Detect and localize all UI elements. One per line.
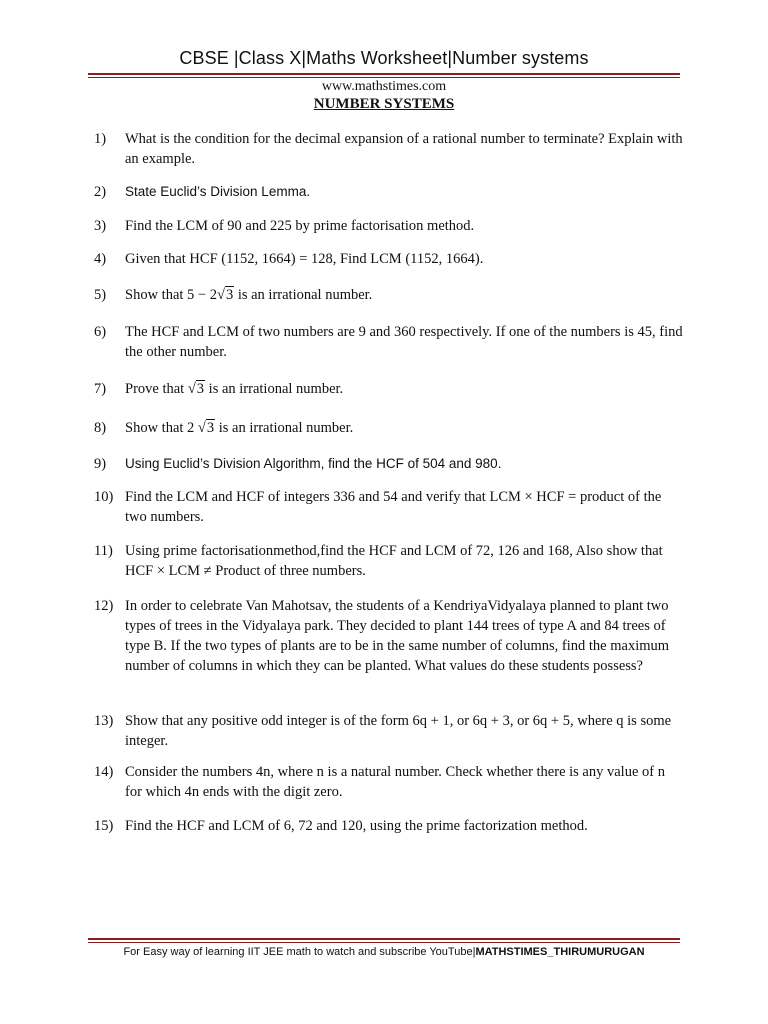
question-3 xyxy=(94,216,684,236)
section-title: NUMBER SYSTEMS xyxy=(313,96,455,112)
question-number: 11) xyxy=(94,543,113,559)
question-11 xyxy=(94,541,684,581)
question-number: 12) xyxy=(94,598,114,614)
question-15 xyxy=(94,816,684,836)
header-rule-thin xyxy=(88,77,680,78)
question-text-post: is an irrational number. xyxy=(205,381,344,397)
footer-rule-thin xyxy=(88,942,680,943)
question-text: Find the LCM of 90 and 225 by prime factorisation method. xyxy=(125,218,475,234)
question-number: 10) xyxy=(94,489,114,505)
worksheet-title: CBSE |Class X|Maths Worksheet|Number systems xyxy=(179,48,589,68)
question-text: Find the LCM and HCF of integers 336 and 54 and verify that LCM × HCF = product of the two numbers. xyxy=(125,489,662,525)
question-text xyxy=(125,379,684,399)
question-number: 13) xyxy=(94,713,114,729)
question-number: 4) xyxy=(94,251,107,267)
website-link[interactable]: www.mathstimes.com xyxy=(321,79,447,94)
math-expression: 5 − 2 xyxy=(187,287,217,303)
question-text: State Euclid’s Division Lemma. xyxy=(125,184,311,199)
question-7 xyxy=(94,379,684,399)
question-number: 2) xyxy=(94,184,107,200)
footer-rule-thick xyxy=(88,938,680,940)
sqrt-icon: √ xyxy=(187,381,196,397)
question-text xyxy=(125,418,684,438)
question-text: Given that HCF (1152, 1664) = 128, Find LCM (1152, 1664). xyxy=(125,251,484,267)
sqrt-icon: √ xyxy=(216,287,225,303)
question-text-pre: Prove that xyxy=(125,381,188,397)
question-4 xyxy=(94,249,684,269)
question-6 xyxy=(94,322,684,362)
question-text-pre: Show that xyxy=(125,287,188,303)
question-number: 1) xyxy=(94,131,107,147)
question-9 xyxy=(94,454,684,474)
question-text: Show that any positive odd integer is of the form 6q + 1, or 6q + 3, or 6q + 5, where q is some integer. xyxy=(125,713,672,749)
question-10 xyxy=(94,487,684,527)
question-number: 9) xyxy=(94,456,107,472)
question-number: 15) xyxy=(94,818,114,834)
question-8 xyxy=(94,418,684,438)
question-text-post: is an irrational number. xyxy=(215,420,354,436)
question-13 xyxy=(94,711,684,751)
radicand: 3 xyxy=(196,381,205,397)
question-number: 7) xyxy=(94,381,107,397)
sqrt-icon: √ xyxy=(197,420,206,436)
question-text: Find the HCF and LCM of 6, 72 and 120, using the prime factorization method. xyxy=(125,818,588,834)
question-number: 6) xyxy=(94,324,107,340)
question-text: Consider the numbers 4n, where n is a natural number. Check whether there is any value of n for which 4n ends with the digit zero. xyxy=(125,764,665,800)
question-number: 3) xyxy=(94,218,107,234)
header-rule-thick xyxy=(88,73,680,75)
question-text xyxy=(125,285,684,305)
radicand: 3 xyxy=(206,420,215,436)
footer-channel[interactable]: MATHSTIMES_THIRUMURUGAN xyxy=(475,946,645,958)
question-1 xyxy=(94,129,684,169)
question-text: The HCF and LCM of two numbers are 9 and 360 respectively. If one of the numbers is 45, find the other number. xyxy=(125,324,683,360)
footer xyxy=(0,946,768,958)
question-2 xyxy=(94,182,684,202)
question-12 xyxy=(94,596,684,676)
question-number: 14) xyxy=(94,764,114,780)
question-text-pre: Show that 2 xyxy=(125,420,198,436)
question-text-post: is an irrational number. xyxy=(234,287,373,303)
question-14 xyxy=(94,762,684,802)
question-number: 5) xyxy=(94,287,107,303)
question-number: 8) xyxy=(94,420,107,436)
question-text: Using Euclid’s Division Algorithm, find the HCF of 504 and 980. xyxy=(125,456,502,471)
question-text: In order to celebrate Van Mahotsav, the students of a KendriyaVidyalaya planned to plant two types of trees in the Vidyalaya park. They decided to plant 144 trees of type A and 84 trees of type B. If the two types of plants are to be in the same number of columns, find the maximum number of columns in which they can be planted. What values do these students possess? xyxy=(125,598,670,674)
radicand: 3 xyxy=(225,287,234,303)
footer-text: For Easy way of learning IIT JEE math to watch and subscribe YouTube| xyxy=(123,946,476,958)
question-text: Using prime factorisationmethod,find the HCF and LCM of 72, 126 and 168, Also show that HCF × LCM ≠ Product of three numbers. xyxy=(125,543,663,579)
question-text: What is the condition for the decimal expansion of a rational number to terminate? Explain with an example. xyxy=(125,131,683,167)
question-5 xyxy=(94,285,684,305)
